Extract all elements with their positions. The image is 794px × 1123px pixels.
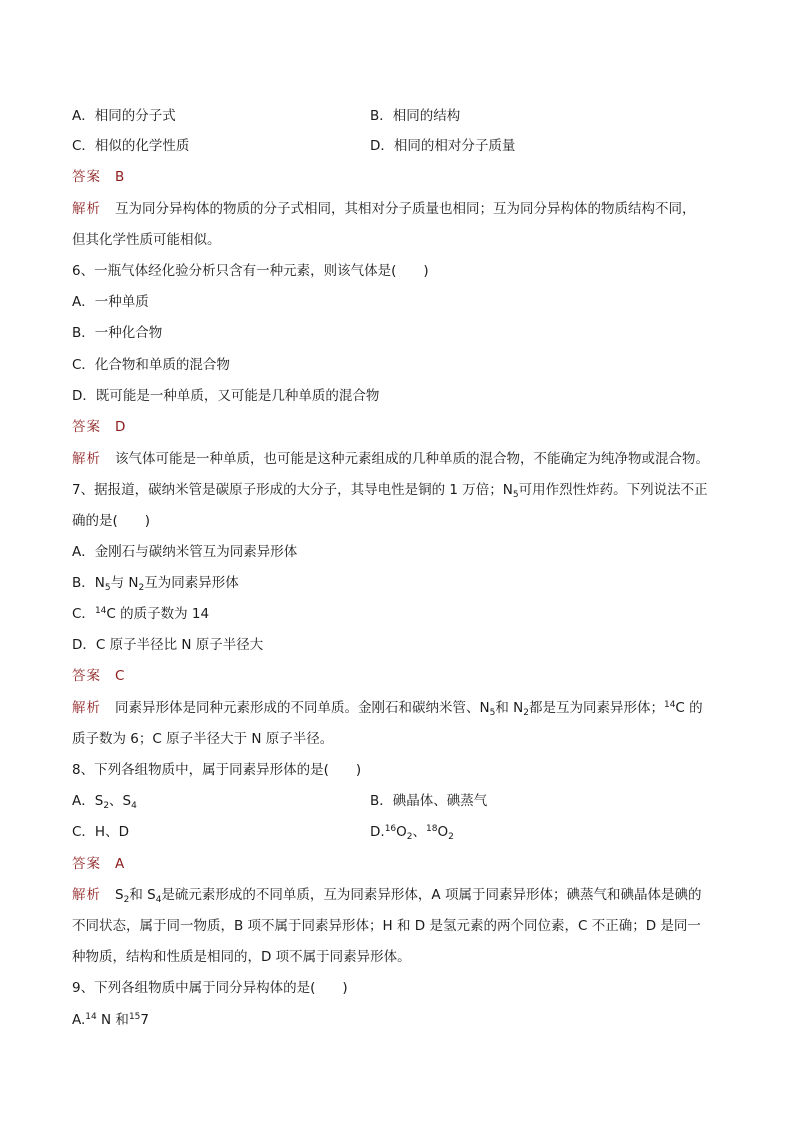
- analysis-label: 解析: [72, 887, 101, 903]
- analysis-label: 解析: [72, 700, 101, 716]
- superscript: 14: [85, 1012, 97, 1022]
- subscript: 2: [138, 583, 145, 593]
- analysis-text: 和 N: [495, 700, 524, 716]
- option-text: A．S: [72, 793, 104, 809]
- q9-stem: 9、下列各组物质中属于同分异构体的是( ): [72, 980, 348, 996]
- subscript: 2: [523, 708, 529, 718]
- q7-option-a: A．金刚石与碳纳米管互为同素异形体: [72, 544, 298, 560]
- analysis-text: C 的: [675, 700, 703, 716]
- answer-value: B: [115, 169, 125, 185]
- superscript: 14: [663, 700, 676, 710]
- subscript: 5: [489, 708, 496, 718]
- q5-analysis: [72, 197, 696, 217]
- q7-stem-text-cont: 可用作烈性炸药。下列说法不正: [518, 482, 708, 498]
- option-text: 、S: [109, 793, 132, 809]
- q6-stem: 6、一瓶气体经化验分析只含有一种元素，则该气体是( ): [72, 263, 429, 279]
- subscript: 2: [406, 832, 413, 842]
- q9-option-a: [72, 1008, 149, 1028]
- answer-value: A: [115, 856, 125, 872]
- option-text: N 和: [96, 1012, 129, 1028]
- superscript: 14: [94, 606, 107, 616]
- option-text: B．N: [72, 575, 105, 591]
- q6-option-b: B．一种化合物: [72, 325, 163, 341]
- subscript: 2: [123, 895, 130, 905]
- option-text: A.: [72, 1012, 86, 1028]
- q8-analysis: [72, 883, 701, 903]
- q6-option-d: D．既可能是一种单质，又可能是几种单质的混合物: [72, 388, 380, 404]
- q5-options-row2: [72, 134, 516, 154]
- q7-option-d: D．C 原子半径比 N 原子半径大: [72, 637, 264, 653]
- subscript: 4: [131, 801, 137, 811]
- q8-options-row2: [72, 820, 454, 842]
- analysis-text: 同素异形体是同种元素形成的不同单质。金刚石和碳纳米管、N: [115, 700, 490, 716]
- q8-answer: [72, 852, 124, 872]
- answer-value: C: [115, 668, 125, 684]
- option-text: C 的质子数为 14: [106, 606, 210, 622]
- q6-answer: [72, 415, 125, 435]
- q5-option-d: D．相同的相对分子质量: [370, 138, 516, 154]
- q5-option-b: B．相同的结构: [370, 108, 461, 124]
- q6-option-c: C．化合物和单质的混合物: [72, 357, 230, 373]
- answer-label: 答案: [72, 856, 101, 872]
- analysis-text: 但其化学性质可能相似。: [72, 232, 221, 248]
- q8-option-a: [72, 793, 137, 809]
- analysis-label: 解析: [72, 201, 101, 217]
- q7-analysis: [72, 696, 703, 716]
- q8-analysis-cont: 不同状态，属于同一物质，B 项不属于同素异形体；H 和 D 是氢元素的两个同位素，C 不正确；D 是同一: [72, 918, 701, 934]
- answer-value: D: [115, 419, 126, 435]
- q8-options-row1: [72, 789, 488, 811]
- option-text: D.: [370, 824, 385, 840]
- q7-stem: [72, 478, 708, 498]
- q7-stem-text: 7、据报道，碳纳米管是碳原子形成的大分子，其导电性是铜的 1 万倍；N: [72, 482, 513, 498]
- answer-label: 答案: [72, 668, 101, 684]
- q5-answer: [72, 165, 124, 185]
- q7-answer: [72, 664, 124, 684]
- analysis-text: 都是互为同素异形体；: [528, 700, 664, 716]
- q5-option-a: A．相同的分子式: [72, 108, 176, 124]
- option-text: O: [396, 824, 407, 840]
- subscript: 5: [104, 583, 111, 593]
- subscript: 5: [512, 490, 519, 500]
- analysis-text: 是硫元素形成的不同单质，互为同素异形体，A 项属于同素异形体；碘蒸气和碘晶体是碘的: [161, 887, 702, 903]
- superscript: 15: [128, 1012, 141, 1022]
- option-text: O: [437, 824, 449, 840]
- q5-option-c: C．相似的化学性质: [72, 138, 190, 154]
- q5-options-row1: [72, 104, 461, 124]
- option-text: C．: [72, 606, 95, 622]
- option-text: 互为同素异形体: [144, 575, 239, 591]
- q7-option-c: [72, 602, 209, 622]
- option-text: 7: [140, 1012, 149, 1028]
- answer-label: 答案: [72, 419, 101, 435]
- analysis-text: 和 S: [129, 887, 156, 903]
- q7-analysis-cont: 质子数为 6；C 原子半径大于 N 原子半径。: [72, 731, 334, 747]
- option-text: 与 N: [110, 575, 139, 591]
- option-text: 、: [412, 824, 427, 840]
- answer-label: 答案: [72, 169, 101, 185]
- subscript: 4: [155, 895, 162, 905]
- q8-analysis-cont2: 种物质，结构和性质是相同的，D 项不属于同素异形体。: [72, 949, 411, 965]
- subscript: 2: [103, 801, 110, 811]
- superscript: 16: [384, 824, 397, 834]
- analysis-text: 该气体可能是一种单质，也可能是这种元素组成的几种单质的混合物，不能确定为纯净物或混合物。: [115, 451, 709, 467]
- analysis-text: S: [115, 887, 124, 903]
- subscript: 2: [448, 832, 454, 842]
- q6-option-a: A．一种单质: [72, 294, 149, 310]
- q8-stem: 8、下列各组物质中，属于同素异形体的是( ): [72, 762, 362, 778]
- q7-option-b: [72, 571, 239, 591]
- q7-stem-line2: 确的是( ): [72, 513, 151, 529]
- analysis-text: 互为同分异构体的物质的分子式相同，其相对分子质量也相同；互为同分异构体的物质结构不同，: [115, 201, 696, 217]
- q8-option-d: [370, 820, 454, 840]
- q6-analysis: [72, 447, 709, 467]
- superscript: 18: [426, 824, 438, 834]
- analysis-label: 解析: [72, 451, 101, 467]
- q8-option-c: C．H、D: [72, 824, 129, 840]
- q5-analysis-cont: [72, 228, 221, 248]
- q8-option-b: B．碘晶体、碘蒸气: [370, 793, 488, 809]
